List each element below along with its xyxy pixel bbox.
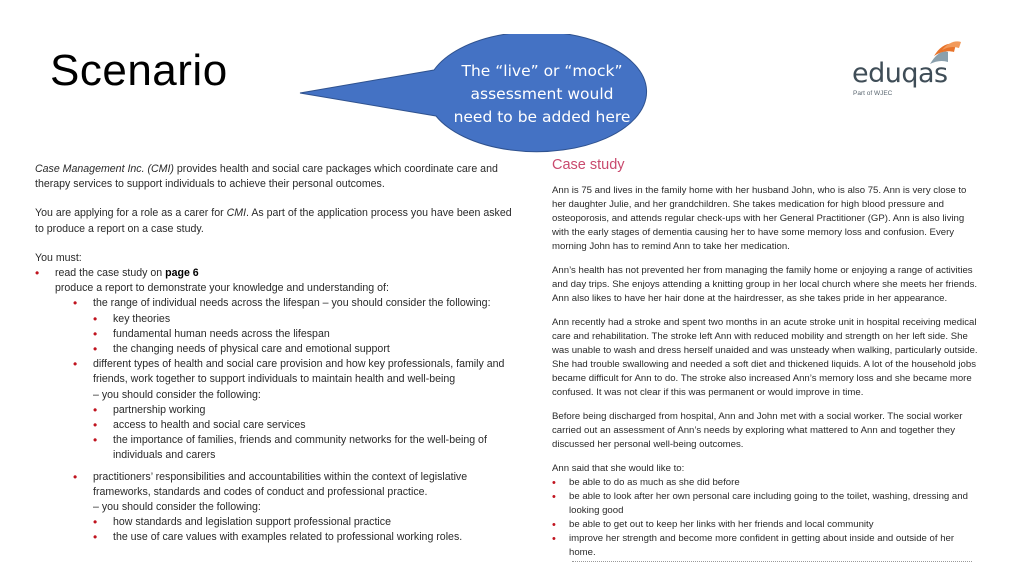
list-item: • key theories — [35, 312, 513, 327]
wishes-list — [552, 476, 980, 560]
list-item: • be able to look after her own personal care including going to the toilet, washing, dressing and looking good — [552, 490, 980, 518]
consider-line: – you should consider the following: — [93, 501, 261, 514]
task-instructions — [35, 162, 513, 546]
logo-wordmark: eduqas — [852, 58, 948, 89]
list-item: • be able to get out to keep her links with her friends and local community — [552, 518, 980, 532]
list-item: • the range of individual needs across the lifespan – you should consider the following: — [35, 296, 513, 311]
case-paragraph: Ann recently had a stroke and spent two months in an acute stroke unit in hospital receiving medical care and rehabilitation. The stroke left Ann with reduced mobility and strength on her left side. She was unable to wash and dress herself unaided and was unsteady when walking, particularly outside. She had trouble swallowing and needed a soft diet and thickened liquids. A lot of the household jobs became difficult for Ann to do. The stroke also increased Ann’s memory loss and she became more confused. It was not clear if this was permanent or would improve in time. — [552, 317, 978, 398]
you-must-heading: You must: — [35, 251, 82, 264]
list-item: • fundamental human needs across the lifespan — [35, 327, 513, 342]
list-item: • improve her strength and become more confident in getting about inside and outside of her home. — [552, 532, 980, 560]
speech-callout — [296, 34, 656, 156]
list-item: • different types of health and social care provision and how key professionals, family and friends, work together to support individuals to maintain health and well-being — [35, 357, 513, 387]
list-item: • access to health and social care services — [35, 418, 513, 433]
callout-line: assessment would — [470, 85, 614, 103]
produce-line: produce a report to demonstrate your knowledge and understanding of: — [55, 282, 389, 295]
slide-title: Scenario — [50, 46, 228, 95]
task-list — [35, 266, 513, 546]
wishes-intro: Ann said that she would like to: — [552, 463, 685, 474]
list-item: • how standards and legislation support professional practice — [35, 515, 513, 530]
list-item: • read the case study on page 6 — [35, 266, 513, 281]
case-paragraph: Before being discharged from hospital, Ann and John met with a social worker. The social worker carried out an assessment of Ann’s needs by exploring what mattered to Ann and together they discussed her personal well-being outcomes. — [552, 411, 963, 450]
list-item: • the importance of families, friends and community networks for the well-being of individuals and carers — [35, 433, 513, 463]
list-item: • practitioners’ responsibilities and accountabilities within the context of legislative frameworks, standards and codes of conduct and professional practice. — [35, 470, 513, 500]
case-study-title: Case study — [552, 157, 625, 173]
case-paragraph: Ann is 75 and lives in the family home with her husband John, who is also 75. Ann is very close to her daughter Julie, and her grandchildren. She takes medication for high blood pressure and osteoporosis, and attends regular check-ups with her General Practitioner (GP). Ann is also living with the early stages of dementia causing her to have some memory loss and confusion. Every morning John has to remind Ann to take her medication. — [552, 185, 967, 252]
list-item: • the changing needs of physical care and emotional support — [35, 342, 513, 357]
company-name: Case Management Inc. (CMI) — [35, 163, 174, 175]
list-item: • the use of care values with examples related to professional working roles. — [35, 530, 513, 545]
truncated-text-edge — [572, 561, 972, 565]
callout-line: The “live” or “mock” — [461, 62, 623, 80]
intro-paragraph: Case Management Inc. (CMI) provides health and social care packages which coordinate care and therapy services to support individuals to achieve their personal outcomes. — [35, 163, 498, 191]
page-reference: page 6 — [165, 267, 199, 280]
role-paragraph: You are applying for a role as a carer for CMI. As part of the application process you have been asked to produce a report on a case study. — [35, 207, 512, 235]
case-paragraph: Ann’s health has not prevented her from managing the family home or enjoying a range of activities and day trips. She enjoys attending a knitting group in her local church where she meets her friends. Ann also likes to have her hair done at the hairdresser, as she takes pride in her appearance. — [552, 265, 978, 304]
logo-tagline: Part of WJEC — [853, 90, 893, 97]
callout-line: need to be added here — [453, 108, 631, 126]
eduqas-logo — [852, 40, 962, 100]
consider-line: – you should consider the following: — [93, 388, 261, 401]
list-item: • partnership working — [35, 403, 513, 418]
case-study-panel — [552, 158, 980, 560]
list-item: • be able to do as much as she did before — [552, 476, 980, 490]
callout-text — [446, 60, 638, 129]
